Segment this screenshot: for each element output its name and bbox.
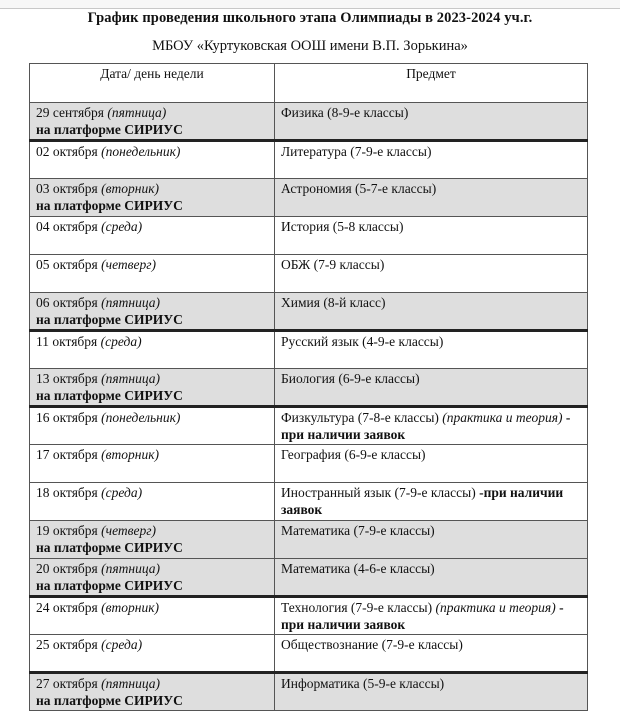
date-cell — [30, 255, 275, 293]
subject-cell — [275, 369, 588, 407]
subject-cell — [275, 331, 588, 369]
weekday-text: (среда) — [100, 334, 142, 349]
date-cell — [30, 369, 275, 407]
date-cell — [30, 331, 275, 369]
date-text: 29 сентября — [36, 105, 105, 120]
weekday-text: (вторник) — [101, 447, 160, 462]
subject-cell — [275, 673, 588, 711]
subject-text: Литература (7-9-е классы) — [281, 144, 432, 159]
subject-cell — [275, 521, 588, 559]
platform-label: на платформе СИРИУС — [36, 122, 183, 137]
subject-text: Технология (7-9-е классы) — [281, 600, 433, 615]
date-text: 13 октября — [36, 371, 98, 386]
date-text: 04 октября — [36, 219, 98, 234]
document-subtitle: МБОУ «Куртуковская ООШ имени В.П. Зорькина» — [152, 38, 468, 54]
table-row — [30, 217, 588, 255]
request-note: - при наличии заявок — [281, 410, 571, 442]
table-row — [30, 369, 588, 407]
subject-cell — [275, 293, 588, 331]
date-cell — [30, 141, 275, 179]
subject-text: Обществознание (7-9-е классы) — [281, 637, 463, 652]
subject-text: Информатика (5-9-е классы) — [281, 676, 445, 691]
weekday-text: (четверг) — [101, 257, 157, 272]
date-cell — [30, 217, 275, 255]
subject-text: Химия (8-й класс) — [281, 295, 386, 310]
table-row — [30, 293, 588, 331]
table-row — [30, 635, 588, 673]
subject-cell — [275, 103, 588, 141]
weekday-text: (пятница) — [101, 371, 161, 386]
subject-cell — [275, 635, 588, 673]
date-cell — [30, 293, 275, 331]
subject-cell — [275, 141, 588, 179]
subject-text: Математика (7-9-е классы) — [281, 523, 435, 538]
date-cell — [30, 559, 275, 597]
date-text: 02 октября — [36, 144, 98, 159]
weekday-text: (четверг) — [101, 523, 157, 538]
platform-label: на платформе СИРИУС — [36, 388, 183, 403]
date-column-header: Дата/ день недели — [30, 64, 275, 103]
date-text: 16 октября — [36, 410, 98, 425]
weekday-text: (среда) — [101, 219, 143, 234]
subject-text: Физика (8-9-е классы) — [281, 105, 409, 120]
table-row — [30, 255, 588, 293]
subject-text: Русский язык (4-9-е классы) — [281, 334, 444, 349]
subject-cell — [275, 483, 588, 521]
weekday-text: (среда) — [101, 485, 143, 500]
subject-text: География (6-9-е классы) — [281, 447, 426, 462]
table-row — [30, 407, 588, 445]
subject-cell — [275, 217, 588, 255]
table-row — [30, 483, 588, 521]
weekday-text: (пятница) — [101, 676, 161, 691]
subject-note: (практика и теория) — [442, 410, 563, 425]
date-cell — [30, 521, 275, 559]
table-row — [30, 445, 588, 483]
date-cell — [30, 103, 275, 141]
platform-label: на платформе СИРИУС — [36, 540, 183, 555]
subject-text: Математика (4-6-е классы) — [281, 561, 435, 576]
date-text: 18 октября — [36, 485, 98, 500]
date-cell — [30, 407, 275, 445]
table-row — [30, 331, 588, 369]
weekday-text: (вторник) — [101, 600, 160, 615]
subject-note: (практика и теория) — [435, 600, 556, 615]
subject-text: Иностранный язык (7-9-е классы) — [281, 485, 476, 500]
schedule-table — [29, 63, 588, 711]
platform-label: на платформе СИРИУС — [36, 198, 183, 213]
platform-label: на платформе СИРИУС — [36, 312, 183, 327]
subject-text: Биология (6-9-е классы) — [281, 371, 420, 386]
ruler-strip — [0, 0, 620, 9]
request-note: - при наличии заявок — [281, 600, 564, 632]
date-text: 25 октября — [36, 637, 98, 652]
subject-cell — [275, 255, 588, 293]
table-row — [30, 103, 588, 141]
weekday-text: (понедельник) — [101, 410, 181, 425]
date-cell — [30, 483, 275, 521]
weekday-text: (пятница) — [101, 295, 161, 310]
weekday-text: (пятница) — [107, 105, 167, 120]
date-text: 20 октября — [36, 561, 98, 576]
subject-text: Физкультура (7-8-е классы) — [281, 410, 439, 425]
platform-label: на платформе СИРИУС — [36, 693, 183, 708]
subject-text: История (5-8 классы) — [281, 219, 404, 234]
date-text: 11 октября — [36, 334, 98, 349]
date-text: 19 октября — [36, 523, 98, 538]
subject-text: Астрономия (5-7-е классы) — [281, 181, 437, 196]
date-text: 06 октября — [36, 295, 98, 310]
date-cell — [30, 597, 275, 635]
request-note: -при наличии заявок — [281, 485, 564, 517]
weekday-text: (пятница) — [101, 561, 161, 576]
date-cell — [30, 673, 275, 711]
subject-cell — [275, 179, 588, 217]
date-text: 05 октября — [36, 257, 98, 272]
table-row — [30, 673, 588, 711]
subject-text: ОБЖ (7-9 классы) — [281, 257, 385, 272]
table-row — [30, 559, 588, 597]
subject-cell — [275, 597, 588, 635]
date-cell — [30, 179, 275, 217]
weekday-text: (вторник) — [101, 181, 160, 196]
date-text: 27 октября — [36, 676, 98, 691]
document-title: График проведения школьного этапа Олимпиады в 2023-2024 уч.г. — [87, 10, 533, 26]
subject-cell — [275, 407, 588, 445]
weekday-text: (среда) — [101, 637, 143, 652]
date-text: 24 октября — [36, 600, 98, 615]
table-row — [30, 521, 588, 559]
table-row — [30, 597, 588, 635]
table-header-row — [30, 64, 588, 103]
date-cell — [30, 445, 275, 483]
subject-cell — [275, 445, 588, 483]
date-text: 17 октября — [36, 447, 98, 462]
subject-cell — [275, 559, 588, 597]
table-row — [30, 179, 588, 217]
date-cell — [30, 635, 275, 673]
date-text: 03 октября — [36, 181, 98, 196]
weekday-text: (понедельник) — [101, 144, 181, 159]
platform-label: на платформе СИРИУС — [36, 578, 183, 593]
subject-column-header: Предмет — [275, 64, 588, 103]
table-row — [30, 141, 588, 179]
